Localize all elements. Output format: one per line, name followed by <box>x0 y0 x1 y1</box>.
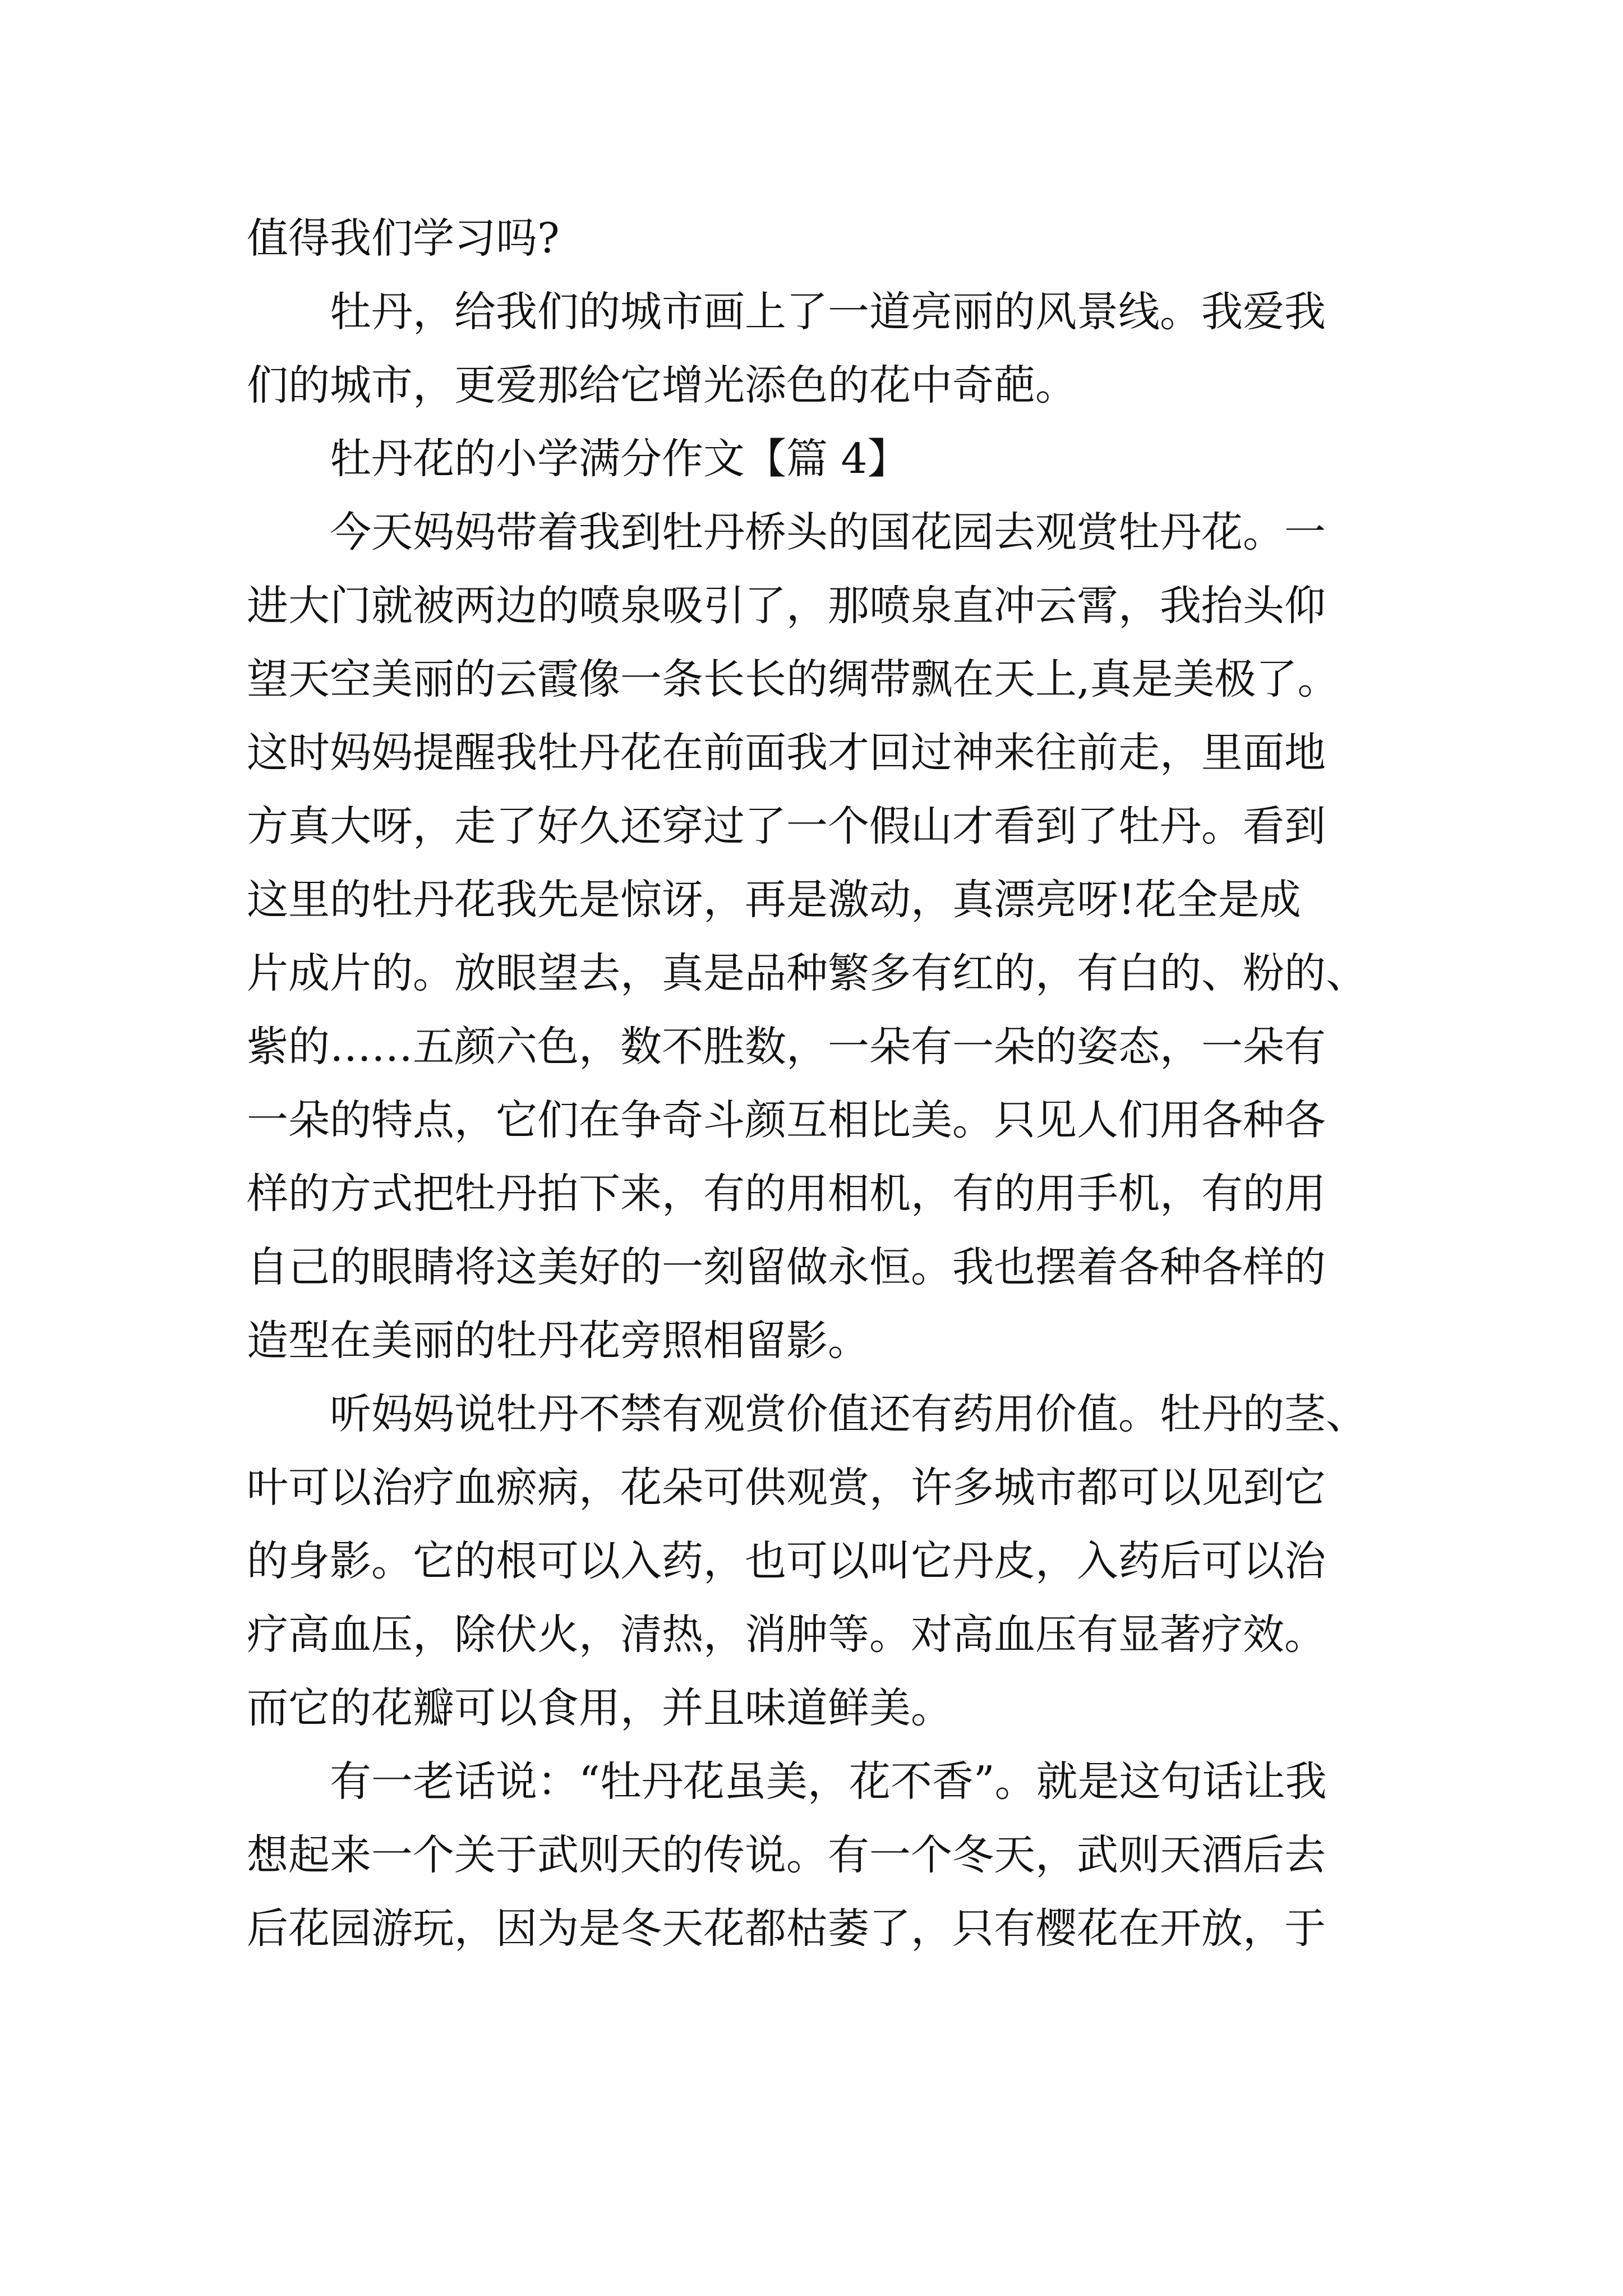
text-line: 紫的……五颜六色，数不胜数，一朵有一朵的姿态，一朵有 <box>247 1023 1326 1071</box>
text-line: 听妈妈说牡丹不禁有观赏价值还有药用价值。牡丹的茎、 <box>330 1390 1367 1438</box>
text-line: 进大门就被两边的喷泉吸引了，那喷泉直冲云霄，我抬头仰 <box>247 582 1326 630</box>
text-line: 叶可以治疗血瘀病，花朵可供观赏，许多城市都可以见到它 <box>247 1464 1326 1512</box>
section-heading: 牡丹花的小学满分作文【篇 4】 <box>330 435 909 483</box>
text-line: 疗高血压，除伏火，清热，消肿等。对高血压有显著疗效。 <box>247 1611 1326 1659</box>
text-line: 这时妈妈提醒我牡丹花在前面我才回过神来往前走，里面地 <box>247 729 1326 777</box>
document-page <box>247 202 1402 1966</box>
text-line: 样的方式把牡丹拍下来，有的用相机，有的用手机，有的用 <box>247 1170 1326 1218</box>
text-line: 方真大呀，走了好久还穿过了一个假山才看到了牡丹。看到 <box>247 802 1326 850</box>
text-line: 一朵的特点，它们在争奇斗颜互相比美。只见人们用各种各 <box>247 1096 1326 1144</box>
text-line: 今天妈妈带着我到牡丹桥头的国花园去观赏牡丹花。一 <box>330 508 1326 556</box>
text-line: 值得我们学习吗? <box>247 214 560 263</box>
text-line: 这里的牡丹花我先是惊讶，再是激动，真漂亮呀!花全是成 <box>247 876 1301 924</box>
text-line: 有一老话说：“牡丹花虽美，花不香”。就是这句话让我 <box>330 1757 1327 1806</box>
text-line: 自己的眼睛将这美好的一刻留做永恒。我也摆着各种各样的 <box>247 1243 1326 1291</box>
text-line: 牡丹，给我们的城市画上了一道亮丽的风景线。我爱我 <box>330 288 1326 336</box>
text-line: 们的城市，更爱那给它增光添色的花中奇葩。 <box>247 361 1077 409</box>
text-line: 望天空美丽的云霞像一条长长的绸带飘在天上,真是美极了。 <box>247 655 1339 703</box>
text-line: 想起来一个关于武则天的传说。有一个冬天，武则天酒后去 <box>247 1831 1326 1879</box>
text-line: 的身影。它的根可以入药，也可以叫它丹皮，入药后可以治 <box>247 1537 1326 1585</box>
text-line: 而它的花瓣可以食用，并且味道鲜美。 <box>247 1684 952 1732</box>
text-line: 造型在美丽的牡丹花旁照相留影。 <box>247 1317 869 1365</box>
text-line: 片成片的。放眼望去，真是品种繁多有红的，有白的、粉的、 <box>247 949 1367 997</box>
text-line: 后花园游玩，因为是冬天花都枯萎了，只有樱花在开放，于 <box>247 1904 1326 1953</box>
